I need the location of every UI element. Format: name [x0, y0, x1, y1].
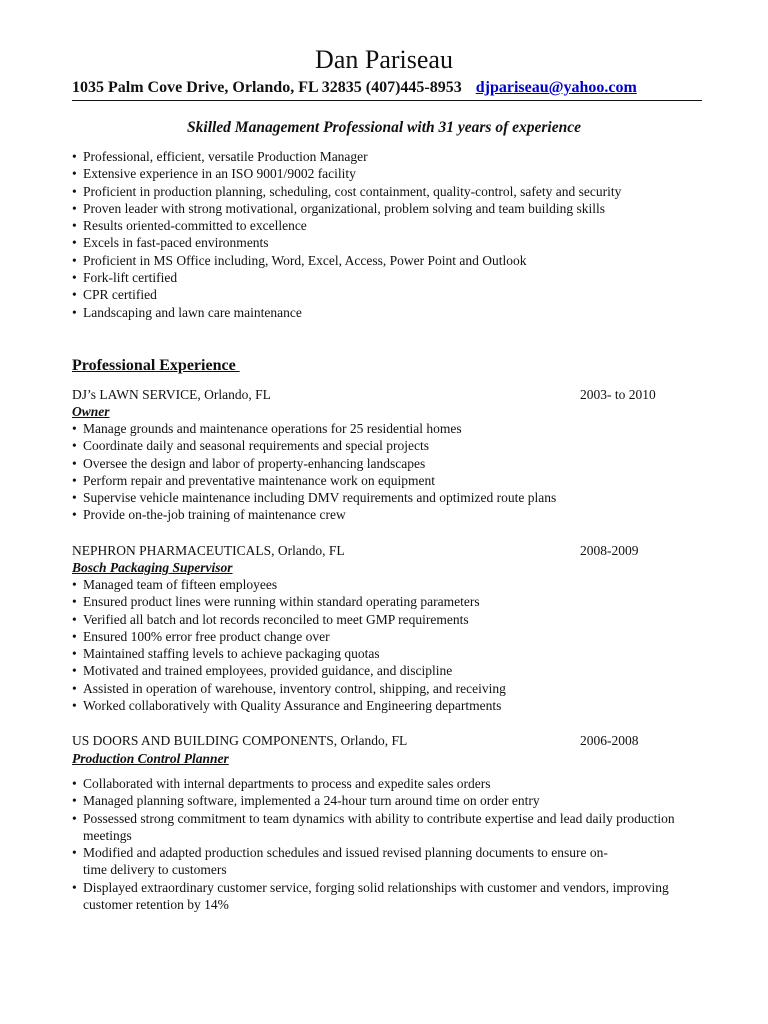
job-bullet: • Collaborated with internal departments to process and expedite sales orders: [72, 775, 677, 792]
job-bullet: • Worked collaboratively with Quality Assurance and Engineering departments: [72, 697, 712, 714]
job-bullets: [72, 576, 712, 714]
summary-item: • Proven leader with strong motivational, organizational, problem solving and team building skills: [72, 200, 712, 217]
job-bullet: • Verified all batch and lot records reconciled to meet GMP requirements: [72, 611, 712, 628]
tagline: Skilled Management Professional with 31 years of experience: [187, 119, 581, 136]
summary-item: • Fork-lift certified: [72, 269, 712, 286]
job-title: Production Control Planner: [72, 751, 229, 766]
job-company: DJ’s LAWN SERVICE, Orlando, FL: [72, 387, 271, 402]
section-title-experience: Professional Experience: [72, 357, 240, 374]
job-company: NEPHRON PHARMACEUTICALS, Orlando, FL: [72, 543, 345, 558]
job-bullet: • Modified and adapted production schedules and issued revised planning documents to ensure on-time delivery to customers: [72, 844, 613, 879]
job-bullet: • Manage grounds and maintenance operations for 25 residential homes: [72, 420, 712, 437]
job-bullet: • Possessed strong commitment to team dynamics with ability to contribute expertise and lead daily production meetings: [72, 810, 677, 845]
job-bullet: • Provide on-the-job training of maintenance crew: [72, 506, 712, 523]
job-bullet: • Ensured product lines were running within standard operating parameters: [72, 593, 712, 610]
job-bullets: [72, 775, 677, 913]
job-bullet: • Perform repair and preventative maintenance work on equipment: [72, 472, 712, 489]
job-dates: 2008-2009: [580, 543, 639, 558]
job-bullet: • Displayed extraordinary customer service, forging solid relationships with customer and vendors, improving customer retention by 14%: [72, 879, 677, 914]
email-link[interactable]: djpariseau@yahoo.com: [475, 79, 637, 96]
summary-item: • Extensive experience in an ISO 9001/9002 facility: [72, 165, 712, 182]
job-bullet: • Ensured 100% error free product change over: [72, 628, 712, 645]
summary-item: • Proficient in MS Office including, Word, Excel, Access, Power Point and Outlook: [72, 252, 712, 269]
job-company: US DOORS AND BUILDING COMPONENTS, Orlando, FL: [72, 733, 408, 748]
job-title: Bosch Packaging Supervisor: [72, 560, 233, 575]
summary-item: • Results oriented-committed to excellence: [72, 217, 712, 234]
job-heading: [72, 386, 712, 403]
job-dates: 2006-2008: [580, 733, 639, 748]
job-dates: 2003- to 2010: [580, 387, 656, 402]
job-bullets: [72, 420, 712, 524]
candidate-name: Dan Pariseau: [315, 45, 453, 74]
summary-item: • CPR certified: [72, 286, 712, 303]
job-bullet: • Managed team of fifteen employees: [72, 576, 712, 593]
summary-list: [72, 148, 712, 321]
job-heading: [72, 732, 712, 749]
job-bullet: • Managed planning software, implemented a 24-hour turn around time on order entry: [72, 792, 677, 809]
job-bullet: • Coordinate daily and seasonal requirements and special projects: [72, 437, 712, 454]
summary-item: • Landscaping and lawn care maintenance: [72, 304, 712, 321]
summary-item: • Proficient in production planning, scheduling, cost containment, quality-control, safety and security: [72, 183, 712, 200]
job-bullet: • Motivated and trained employees, provided guidance, and discipline: [72, 662, 712, 679]
job-bullet: • Maintained staffing levels to achieve packaging quotas: [72, 645, 712, 662]
job-bullet: • Assisted in operation of warehouse, inventory control, shipping, and receiving: [72, 680, 712, 697]
job-bullet: • Oversee the design and labor of property-enhancing landscapes: [72, 455, 712, 472]
job-bullet: • Supervise vehicle maintenance including DMV requirements and optimized route plans: [72, 489, 712, 506]
summary-item: • Excels in fast-paced environments: [72, 234, 712, 251]
address-phone: 1035 Palm Cove Drive, Orlando, FL 32835 (407)445-8953: [72, 79, 462, 96]
summary-item: • Professional, efficient, versatile Production Manager: [72, 148, 712, 165]
job-title: Owner: [72, 404, 110, 419]
contact-line: [72, 78, 702, 101]
job-heading: [72, 542, 712, 559]
